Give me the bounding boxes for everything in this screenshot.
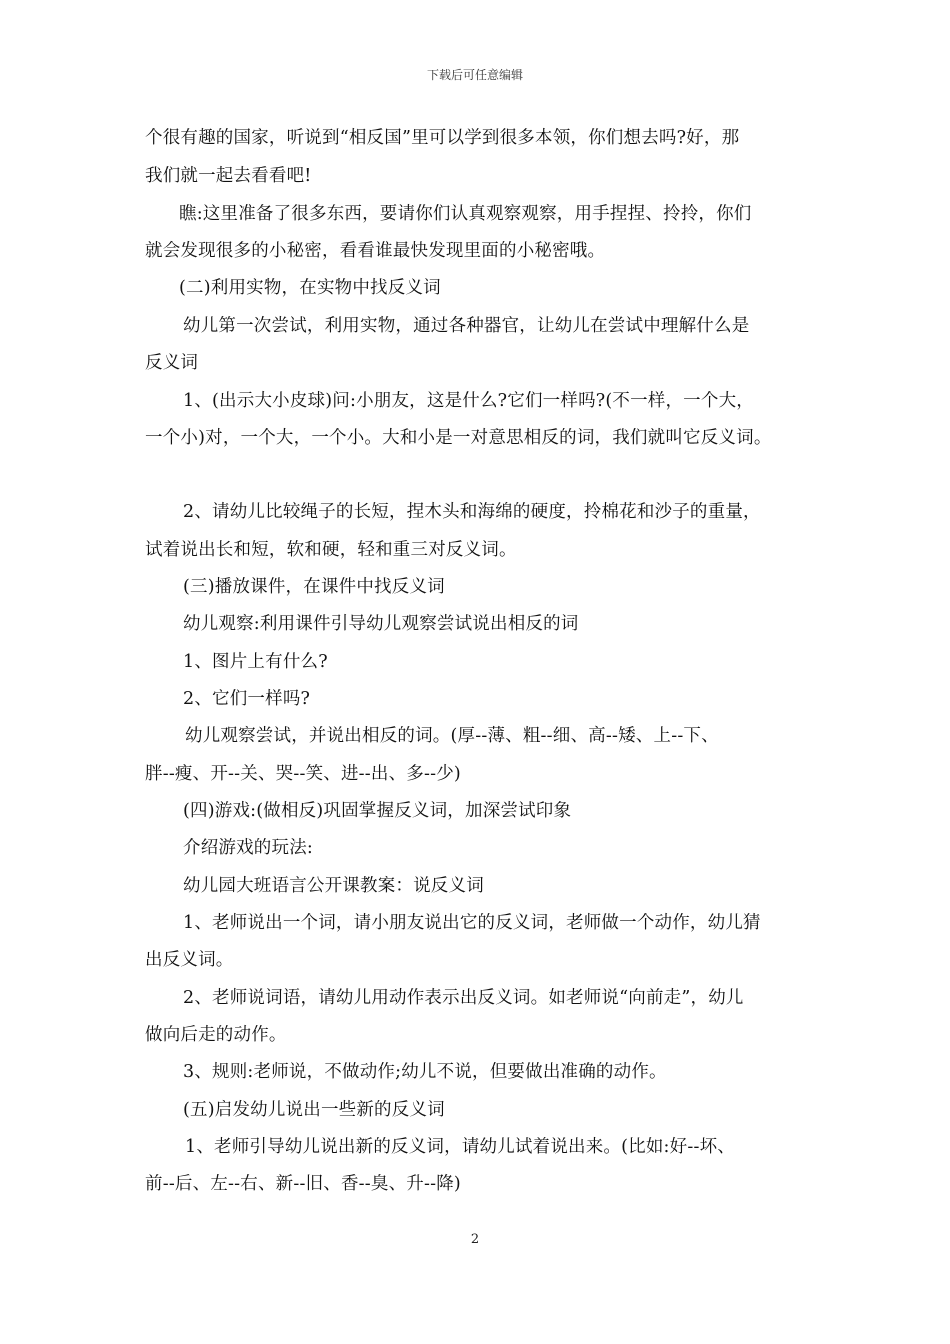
paragraph-line: 前--后、左--右、新--旧、香--臭、升--降) (145, 1174, 461, 1194)
paragraph-line: 试着说出长和短，软和硬，轻和重三对反义词。 (145, 540, 517, 560)
section-heading: (五)启发幼儿说出一些新的反义词 (183, 1100, 445, 1120)
paragraph-line: 1、老师引导幼儿说出新的反义词，请幼儿试着说出来。(比如:好--坏、 (185, 1137, 735, 1157)
paragraph-line: 幼儿观察:利用课件引导幼儿观察尝试说出相反的词 (183, 614, 579, 634)
section-heading: (二)利用实物，在实物中找反义词 (179, 278, 441, 298)
paragraph-line: 2、请幼儿比较绳子的长短，捏木头和海绵的硬度，拎棉花和沙子的重量， (183, 502, 761, 522)
paragraph-line: 1、老师说出一个词，请小朋友说出它的反义词，老师做一个动作，幼儿猜 (183, 913, 761, 933)
paragraph-line: 反义词 (145, 353, 199, 373)
section-heading: (四)游戏:(做相反)巩固掌握反义词，加深尝试印象 (183, 801, 572, 821)
paragraph-line: 3、规则:老师说，不做动作;幼儿不说，但要做出准确的动作。 (183, 1062, 667, 1082)
paragraph-line: 瞧:这里准备了很多东西，要请你们认真观察观察，用手捏捏、拎拎，你们 (179, 204, 752, 224)
paragraph-line: 出反义词。 (145, 950, 234, 970)
paragraph-line: 2、老师说词语，请幼儿用动作表示出反义词。如老师说“向前走”，幼儿 (183, 988, 744, 1008)
page-number: 2 (470, 1232, 480, 1247)
paragraph-line: 幼儿观察尝试，并说出相反的词。(厚--薄、粗--细、高--矮、上--下、 (185, 726, 719, 746)
paragraph-line: 胖--瘦、开--关、哭--笑、进--出、多--少) (145, 764, 461, 784)
paragraph-line: 个很有趣的国家，听说到“相反国”里可以学到很多本领，你们想去吗?好，那 (145, 128, 740, 148)
paragraph-line: 1、图片上有什么? (183, 652, 328, 672)
paragraph-line: 幼儿第一次尝试，利用实物，通过各种器官，让幼儿在尝试中理解什么是 (183, 316, 750, 336)
paragraph-line: 介绍游戏的玩法: (183, 838, 313, 858)
paragraph-line: 1、(出示大小皮球)问:小朋友，这是什么?它们一样吗?(不一样，一个大， (183, 391, 754, 411)
paragraph-line: 做向后走的动作。 (145, 1025, 287, 1045)
page-header: 下载后可任意编辑 (426, 68, 523, 82)
paragraph-line: 就会发现很多的小秘密，看看谁最快发现里面的小秘密哦。 (145, 241, 606, 261)
paragraph-line: 我们就一起去看看吧! (145, 166, 312, 186)
paragraph-line: 一个小)对，一个大，一个小。大和小是一对意思相反的词，我们就叫它反义词。 (145, 428, 772, 448)
section-heading: (三)播放课件，在课件中找反义词 (183, 577, 445, 597)
paragraph-line: 2、它们一样吗? (183, 689, 311, 709)
paragraph-line: 幼儿园大班语言公开课教案：说反义词 (183, 876, 484, 896)
